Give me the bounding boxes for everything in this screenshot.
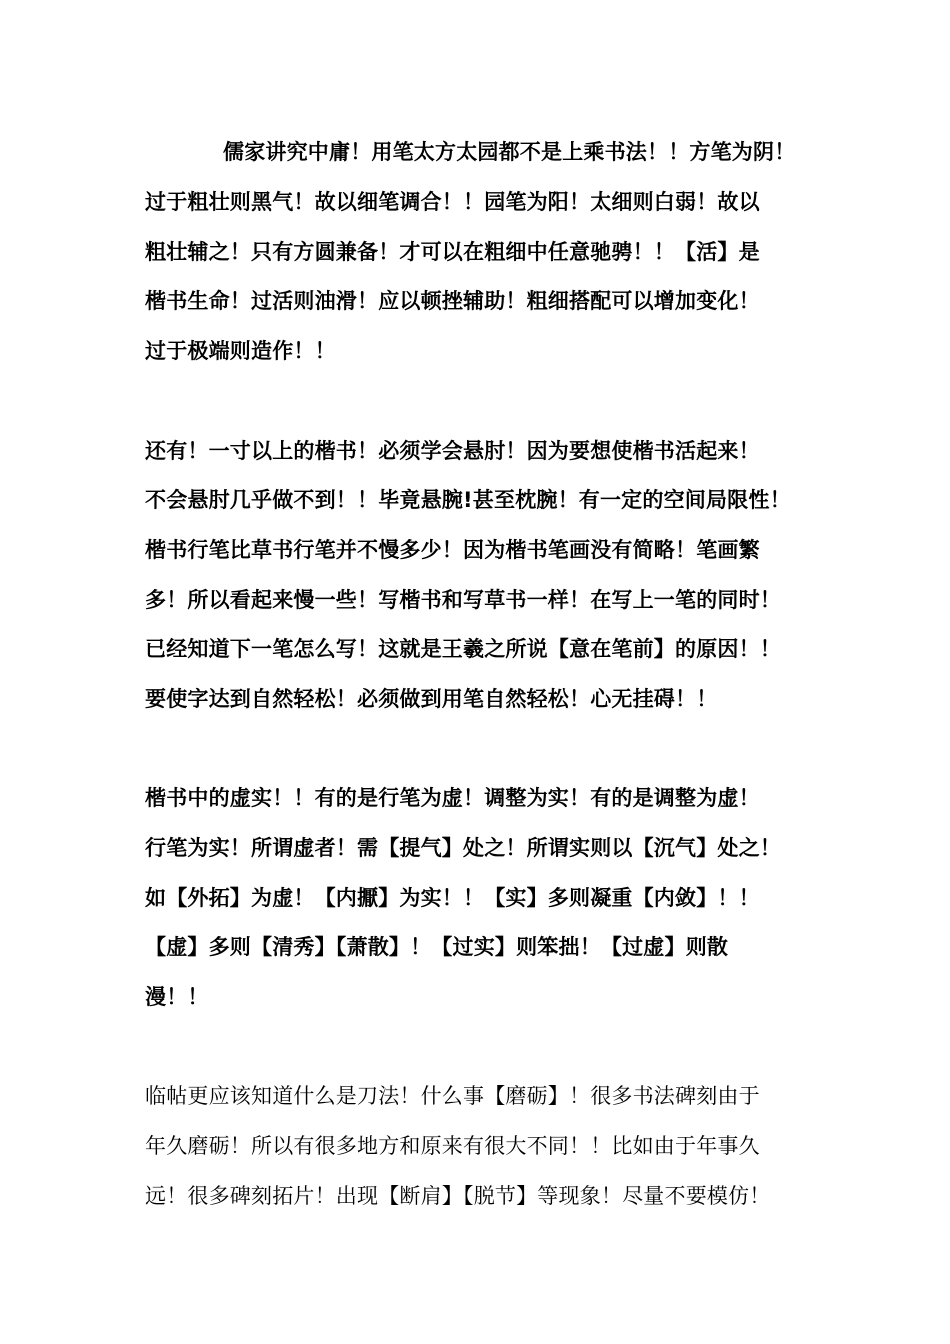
paragraph-2-line-2: 不会悬肘几乎做不到！！毕竟悬腕!甚至枕腕！有一定的空间局限性！ (145, 488, 791, 512)
paragraph-2-line-4: 多！所以看起来慢一些！写楷书和写草书一样！在写上一笔的同时！ (145, 588, 781, 612)
paragraph-2-line-6: 要使字达到自然轻松！必须做到用笔自然轻松！心无挂碍！！ (145, 687, 718, 711)
paragraph-4-line-3: 远！很多碑刻拓片！出现【断肩】【脱节】等现象！尽量不要模仿！ (145, 1184, 771, 1208)
paragraph-3-line-5: 漫！！ (145, 985, 209, 1009)
paragraph-3-line-1: 楷书中的虚实！！有的是行笔为虚！调整为实！有的是调整为虚！ (145, 786, 760, 810)
paragraph-2-line-3: 楷书行笔比草书行笔并不慢多少！因为楷书笔画没有简略！笔画繁 (145, 538, 760, 562)
paragraph-1-line-4: 楷书生命！过活则油滑！应以顿挫辅助！粗细搭配可以增加变化！ (145, 289, 760, 313)
paragraph-2-line-1: 还有！一寸以上的楷书！必须学会悬肘！因为要想使楷书活起来！ (145, 439, 760, 463)
paragraph-1-line-1: 儒家讲究中庸！用笔太方太园都不是上乘书法！！方笔为阴！ (223, 140, 796, 164)
paragraph-2-line-5: 已经知道下一笔怎么写！这就是王羲之所说【意在笔前】的原因！！ (145, 637, 781, 661)
paragraph-3-line-3: 如【外拓】为虚！【内擫】为实！！【实】多则凝重【内敛】！！ (145, 886, 760, 910)
paragraph-1-line-2: 过于粗壮则黑气！故以细笔调合！！园笔为阳！太细则白弱！故以 (145, 190, 760, 214)
paragraph-4-line-1: 临帖更应该知道什么是刀法！什么事【磨砺】！很多书法碑刻由于 (145, 1084, 760, 1108)
paragraph-3-line-4: 【虚】多则【清秀】【萧散】！【过实】则笨拙！【过虚】则散 (145, 935, 729, 959)
paragraph-3-line-2: 行笔为实！所谓虚者！需【提气】处之！所谓实则以【沉气】处之！ (145, 836, 781, 860)
paragraph-1-line-5: 过于极端则造作！！ (145, 339, 336, 363)
paragraph-4-line-2: 年久磨砺！所以有很多地方和原来有很大不同！！比如由于年事久 (145, 1134, 760, 1158)
paragraph-1-line-3: 粗壮辅之！只有方圆兼备！才可以在粗细中任意驰骋！！【活】是 (145, 240, 760, 264)
